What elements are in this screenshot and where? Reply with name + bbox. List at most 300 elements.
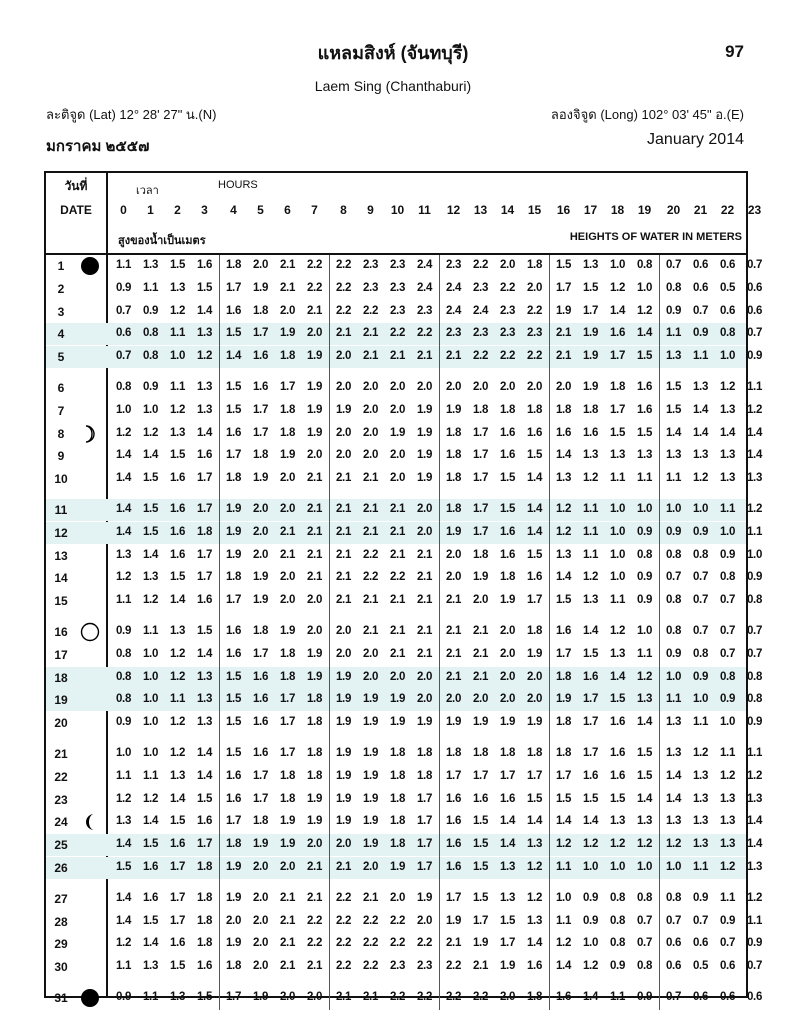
height-cell: 1.9 — [225, 548, 242, 561]
height-cell: 2.1 — [389, 503, 406, 515]
height-cell: 0.8 — [665, 594, 682, 607]
height-cell: 1.9 — [416, 472, 433, 485]
height-cell: 1.0 — [609, 259, 626, 271]
height-cell: 1.2 — [636, 670, 653, 683]
date-cell — [46, 689, 106, 711]
height-cell: 1.5 — [169, 960, 186, 973]
height-cell: 2.1 — [472, 625, 489, 637]
height-cell: 1.9 — [389, 693, 406, 706]
table-row — [46, 857, 763, 879]
height-cell: 1.2 — [115, 426, 132, 439]
table-row — [46, 567, 763, 589]
height-cell: 0.9 — [665, 525, 682, 538]
height-cell: 1.9 — [555, 304, 572, 317]
height-cell: 1.1 — [115, 259, 132, 271]
height-cell: 2.0 — [335, 838, 352, 851]
height-cell: 2.0 — [225, 914, 242, 927]
height-cell: 1.2 — [665, 838, 682, 851]
height-cell: 2.0 — [499, 647, 516, 660]
height-cell: 0.9 — [636, 571, 653, 584]
height-cell: 1.2 — [582, 960, 599, 973]
height-cell: 1.2 — [169, 304, 186, 317]
height-cell: 1.8 — [445, 426, 462, 439]
height-cell: 2.0 — [499, 259, 516, 271]
date-cell — [46, 956, 106, 978]
height-cell: 1.1 — [169, 693, 186, 706]
height-cell: 2.3 — [499, 304, 516, 317]
height-cell: 1.6 — [225, 647, 242, 660]
height-cell: 1.7 — [582, 747, 599, 759]
height-cell: 1.4 — [142, 815, 159, 828]
height-cell: 0.7 — [665, 259, 682, 271]
table-row — [46, 522, 763, 544]
height-cell: 1.9 — [252, 594, 269, 607]
height-cell: 2.1 — [362, 625, 379, 637]
date-cell — [46, 323, 106, 345]
height-cell: 1.7 — [472, 914, 489, 927]
height-cell: 1.8 — [225, 259, 242, 271]
height-cell: 1.3 — [692, 449, 709, 462]
height-cell: 1.4 — [526, 937, 543, 950]
height-cell: 1.3 — [526, 838, 543, 851]
height-cell: 1.8 — [225, 960, 242, 973]
height-cell: 1.0 — [636, 503, 653, 515]
height-cell: 1.0 — [555, 891, 572, 904]
hour-group-divider — [659, 255, 660, 1010]
date-number: 5 — [57, 350, 65, 365]
height-cell: 1.7 — [169, 914, 186, 927]
hour-group-divider — [329, 255, 330, 1010]
height-cell: 0.7 — [746, 625, 763, 637]
date-cell — [46, 789, 106, 811]
height-cell: 1.9 — [416, 449, 433, 462]
height-cell: 0.6 — [719, 304, 736, 317]
height-cell: 0.8 — [636, 891, 653, 904]
height-cell: 1.7 — [225, 991, 242, 1003]
date-number: 3 — [57, 304, 65, 319]
height-cell: 1.7 — [279, 381, 296, 393]
height-cell: 1.2 — [692, 747, 709, 759]
height-cell: 0.8 — [719, 571, 736, 584]
height-cell: 2.2 — [472, 259, 489, 271]
height-cell: 1.7 — [225, 594, 242, 607]
height-cell: 1.9 — [335, 670, 352, 683]
height-cell: 2.0 — [416, 914, 433, 927]
height-cell: 1.4 — [225, 350, 242, 363]
height-cell: 2.0 — [306, 838, 323, 851]
height-cell: 1.2 — [555, 937, 572, 950]
height-cell: 1.6 — [499, 548, 516, 561]
height-cell: 2.1 — [279, 281, 296, 294]
height-cell: 0.9 — [692, 670, 709, 683]
height-cell: 1.9 — [306, 403, 323, 416]
height-cell: 2.1 — [306, 503, 323, 515]
height-cell: 1.3 — [142, 571, 159, 584]
height-cell: 1.6 — [526, 571, 543, 584]
height-cell: 1.1 — [692, 350, 709, 363]
height-cell: 1.4 — [555, 815, 572, 828]
height-cell: 1.6 — [499, 525, 516, 538]
last-quarter-icon — [80, 812, 100, 832]
height-cell: 1.7 — [472, 472, 489, 485]
height-cell: 1.7 — [555, 647, 572, 660]
height-cell: 1.3 — [555, 472, 572, 485]
date-number: 6 — [57, 381, 65, 395]
height-cell: 2.1 — [555, 350, 572, 363]
height-cell: 1.7 — [582, 304, 599, 317]
table-row — [46, 811, 763, 833]
height-cell: 2.0 — [252, 914, 269, 927]
height-cell: 2.1 — [306, 960, 323, 973]
height-cell: 2.1 — [362, 472, 379, 485]
height-cell: 0.7 — [719, 647, 736, 660]
height-cell: 1.5 — [555, 259, 572, 271]
height-cell: 2.1 — [389, 647, 406, 660]
hour-header-23: 23 — [747, 203, 762, 217]
height-cell: 0.7 — [719, 594, 736, 607]
height-cell: 1.0 — [719, 716, 736, 729]
height-cell: 1.7 — [416, 792, 433, 805]
height-cell: 2.1 — [472, 647, 489, 660]
height-cell: 1.3 — [115, 815, 132, 828]
height-cell: 1.8 — [252, 625, 269, 637]
height-cell: 1.2 — [169, 716, 186, 729]
height-cell: 2.2 — [499, 350, 516, 363]
height-cell: 2.2 — [526, 350, 543, 363]
height-cell: 2.3 — [362, 259, 379, 271]
height-cell: 1.5 — [169, 815, 186, 828]
height-cell: 0.8 — [115, 381, 132, 393]
height-cell: 0.9 — [692, 891, 709, 904]
height-cell: 2.1 — [335, 472, 352, 485]
height-cell: 1.7 — [252, 792, 269, 805]
table-row — [46, 468, 763, 490]
hours-label: HOURS — [218, 179, 258, 191]
height-cell: 2.0 — [389, 381, 406, 393]
height-cell: 1.6 — [582, 769, 599, 782]
longitude-label: ลองจิจูด (Long) 102° 03' 45" อ.(E) — [550, 107, 744, 122]
height-cell: 2.2 — [445, 991, 462, 1003]
height-cell: 0.6 — [692, 259, 709, 271]
height-cell: 2.0 — [389, 670, 406, 683]
height-cell: 1.2 — [142, 426, 159, 439]
height-cell: 1.4 — [582, 625, 599, 637]
date-cell — [46, 987, 106, 1009]
height-cell: 2.0 — [389, 472, 406, 485]
height-cell: 2.1 — [279, 960, 296, 973]
height-cell: 1.4 — [746, 815, 763, 828]
height-cell: 2.1 — [389, 548, 406, 561]
hour-header-8: 8 — [340, 203, 347, 217]
height-cell: 1.6 — [196, 259, 213, 271]
height-cell: 1.9 — [445, 716, 462, 729]
height-cell: 1.9 — [555, 693, 572, 706]
date-cell — [46, 857, 106, 879]
height-cell: 1.6 — [169, 937, 186, 950]
height-cell: 1.7 — [252, 426, 269, 439]
height-cell: 1.4 — [719, 426, 736, 439]
height-cell: 1.7 — [416, 838, 433, 851]
height-cell: 1.4 — [196, 769, 213, 782]
height-cell: 2.2 — [362, 571, 379, 584]
height-cell: 1.1 — [142, 281, 159, 294]
height-cell: 1.9 — [335, 792, 352, 805]
hour-header-10: 10 — [390, 203, 405, 217]
hour-group-divider — [219, 255, 220, 1010]
date-number: 12 — [54, 525, 68, 540]
height-cell: 1.4 — [665, 769, 682, 782]
date-number: 16 — [54, 625, 68, 639]
table-row — [46, 621, 763, 643]
date-cell — [46, 590, 106, 612]
height-cell: 1.3 — [665, 815, 682, 828]
date-cell — [46, 255, 106, 277]
height-cell: 1.2 — [115, 937, 132, 950]
height-cell: 1.2 — [746, 403, 763, 416]
full-moon-icon — [80, 622, 100, 642]
height-cell: 2.3 — [389, 259, 406, 271]
date-cell — [46, 811, 106, 833]
height-cell: 1.8 — [555, 747, 572, 759]
date-cell — [46, 545, 106, 567]
height-cell: 1.2 — [115, 792, 132, 805]
height-cell: 1.3 — [555, 548, 572, 561]
height-cell: 1.4 — [526, 815, 543, 828]
height-cell: 1.9 — [306, 815, 323, 828]
height-cell: 1.1 — [169, 381, 186, 393]
height-cell: 1.7 — [609, 350, 626, 363]
height-cell: 0.9 — [636, 594, 653, 607]
height-cell: 1.4 — [692, 403, 709, 416]
height-cell: 1.6 — [582, 426, 599, 439]
height-cell: 1.4 — [499, 838, 516, 851]
height-cell: 0.7 — [746, 259, 763, 271]
hour-group-divider — [439, 255, 440, 1010]
height-cell: 0.9 — [582, 891, 599, 904]
height-cell: 0.8 — [665, 281, 682, 294]
height-cell: 1.3 — [609, 449, 626, 462]
height-cell: 2.2 — [362, 937, 379, 950]
height-cell: 2.0 — [306, 991, 323, 1003]
height-cell: 1.7 — [225, 449, 242, 462]
height-cell: 1.0 — [719, 350, 736, 363]
height-cell: 1.8 — [526, 625, 543, 637]
page-title: แหลมสิงห์ (จันทบุรี) — [317, 43, 469, 63]
height-cell: 1.2 — [555, 503, 572, 515]
date-cell — [46, 522, 106, 544]
height-cell: 1.1 — [609, 991, 626, 1003]
height-cell: 1.9 — [389, 426, 406, 439]
height-cell: 1.1 — [582, 548, 599, 561]
height-cell: 0.8 — [609, 914, 626, 927]
height-cell: 2.2 — [335, 891, 352, 904]
height-cell: 1.7 — [499, 769, 516, 782]
hour-header-19: 19 — [637, 203, 652, 217]
height-cell: 1.0 — [142, 716, 159, 729]
height-cell: 1.7 — [472, 503, 489, 515]
height-cell: 2.0 — [362, 449, 379, 462]
height-cell: 1.8 — [252, 815, 269, 828]
height-cell: 2.0 — [252, 861, 269, 873]
height-cell: 1.8 — [472, 403, 489, 416]
height-cell: 1.8 — [526, 991, 543, 1003]
height-cell: 1.6 — [609, 327, 626, 340]
date-cell — [46, 888, 106, 910]
date-cell — [46, 766, 106, 788]
hour-header-2: 2 — [174, 203, 181, 217]
height-cell: 2.0 — [252, 937, 269, 950]
height-cell: 1.3 — [169, 991, 186, 1003]
height-cell: 0.9 — [636, 525, 653, 538]
height-cell: 1.8 — [582, 403, 599, 416]
height-cell: 2.1 — [362, 525, 379, 538]
date-cell — [46, 911, 106, 933]
date-number: 25 — [54, 838, 68, 853]
height-cell: 1.5 — [636, 769, 653, 782]
hour-header-5: 5 — [257, 203, 264, 217]
height-cell: 1.1 — [169, 327, 186, 340]
height-cell: 1.6 — [169, 472, 186, 485]
date-number: 17 — [54, 647, 68, 662]
height-cell: 1.9 — [252, 472, 269, 485]
height-cell: 2.4 — [445, 304, 462, 317]
height-cell: 1.4 — [115, 914, 132, 927]
table-row — [46, 590, 763, 612]
height-cell: 0.9 — [746, 716, 763, 729]
date-cell — [46, 567, 106, 589]
height-cell: 1.6 — [526, 426, 543, 439]
height-cell: 1.9 — [279, 625, 296, 637]
height-cell: 0.8 — [142, 350, 159, 363]
height-cell: 2.0 — [306, 625, 323, 637]
height-cell: 2.2 — [306, 914, 323, 927]
height-cell: 1.1 — [555, 861, 572, 873]
height-cell: 1.7 — [416, 861, 433, 873]
height-cell: 2.1 — [306, 304, 323, 317]
height-cell: 0.8 — [609, 937, 626, 950]
table-row — [46, 346, 763, 368]
height-cell: 2.0 — [389, 891, 406, 904]
height-cell: 2.0 — [335, 426, 352, 439]
height-cell: 0.8 — [692, 647, 709, 660]
date-cell — [46, 933, 106, 955]
height-cell: 0.8 — [636, 548, 653, 561]
height-cell: 2.3 — [389, 304, 406, 317]
height-cell: 1.6 — [169, 503, 186, 515]
height-cell: 1.7 — [252, 647, 269, 660]
height-cell: 1.7 — [609, 403, 626, 416]
height-cell: 1.3 — [692, 838, 709, 851]
height-cell: 1.3 — [719, 449, 736, 462]
height-cell: 1.9 — [306, 426, 323, 439]
height-cell: 1.5 — [472, 891, 489, 904]
height-cell: 1.6 — [252, 747, 269, 759]
height-cell: 2.2 — [362, 304, 379, 317]
height-cell: 2.0 — [279, 861, 296, 873]
height-cell: 1.3 — [582, 594, 599, 607]
height-cell: 2.0 — [362, 381, 379, 393]
height-cell: 0.9 — [115, 281, 132, 294]
height-cell: 1.3 — [196, 693, 213, 706]
date-cell — [46, 644, 106, 666]
height-cell: 0.8 — [719, 327, 736, 340]
height-cell: 2.4 — [472, 304, 489, 317]
height-cell: 2.2 — [306, 937, 323, 950]
height-cell: 0.9 — [115, 991, 132, 1003]
height-cell: 1.0 — [719, 525, 736, 538]
height-cell: 0.6 — [665, 960, 682, 973]
height-cell: 1.3 — [719, 403, 736, 416]
height-cell: 1.3 — [719, 815, 736, 828]
height-cell: 2.2 — [306, 259, 323, 271]
height-cell: 0.8 — [665, 548, 682, 561]
height-cell: 2.0 — [389, 449, 406, 462]
table-row — [46, 667, 763, 689]
new-moon-icon — [80, 256, 100, 276]
height-cell: 1.1 — [746, 381, 763, 393]
height-cell: 1.2 — [526, 861, 543, 873]
height-cell: 2.0 — [416, 503, 433, 515]
height-cell: 1.9 — [362, 693, 379, 706]
height-cell: 2.0 — [279, 472, 296, 485]
height-cell: 2.0 — [499, 381, 516, 393]
height-cell: 1.8 — [526, 747, 543, 759]
hour-header-9: 9 — [367, 203, 374, 217]
date-number: 21 — [54, 747, 68, 761]
height-cell: 1.1 — [636, 647, 653, 660]
height-cell: 1.6 — [196, 960, 213, 973]
height-cell: 1.1 — [115, 594, 132, 607]
height-cell: 0.6 — [719, 259, 736, 271]
height-cell: 1.8 — [279, 350, 296, 363]
height-cell: 1.4 — [142, 449, 159, 462]
height-cell: 1.6 — [636, 381, 653, 393]
height-cell: 1.1 — [115, 960, 132, 973]
height-cell: 1.7 — [252, 769, 269, 782]
height-cell: 1.8 — [609, 381, 626, 393]
height-cell: 1.2 — [719, 381, 736, 393]
height-cell: 2.2 — [389, 991, 406, 1003]
height-cell: 2.3 — [472, 281, 489, 294]
height-cell: 0.7 — [692, 914, 709, 927]
heights-label-thai: สูงของน้ำเป็นเมตร — [118, 235, 206, 247]
new-moon-icon — [80, 988, 100, 1008]
hour-header-18: 18 — [610, 203, 625, 217]
height-cell: 1.5 — [225, 381, 242, 393]
date-number: 29 — [54, 937, 68, 952]
height-cell: 1.0 — [692, 503, 709, 515]
height-cell: 2.3 — [499, 327, 516, 340]
height-cell: 2.0 — [335, 625, 352, 637]
height-cell: 1.6 — [225, 625, 242, 637]
date-number: 24 — [54, 815, 68, 830]
height-cell: 2.0 — [279, 304, 296, 317]
height-cell: 1.6 — [609, 716, 626, 729]
height-cell: 1.6 — [609, 769, 626, 782]
height-cell: 1.1 — [636, 472, 653, 485]
height-cell: 1.9 — [389, 861, 406, 873]
height-cell: 1.8 — [555, 716, 572, 729]
height-cell: 1.2 — [746, 891, 763, 904]
height-cell: 2.1 — [335, 861, 352, 873]
height-cell: 0.9 — [719, 914, 736, 927]
height-cell: 2.0 — [279, 571, 296, 584]
height-cell: 1.6 — [169, 838, 186, 851]
height-cell: 1.0 — [142, 670, 159, 683]
height-cell: 1.9 — [279, 815, 296, 828]
height-cell: 2.0 — [445, 693, 462, 706]
height-cell: 2.0 — [335, 449, 352, 462]
